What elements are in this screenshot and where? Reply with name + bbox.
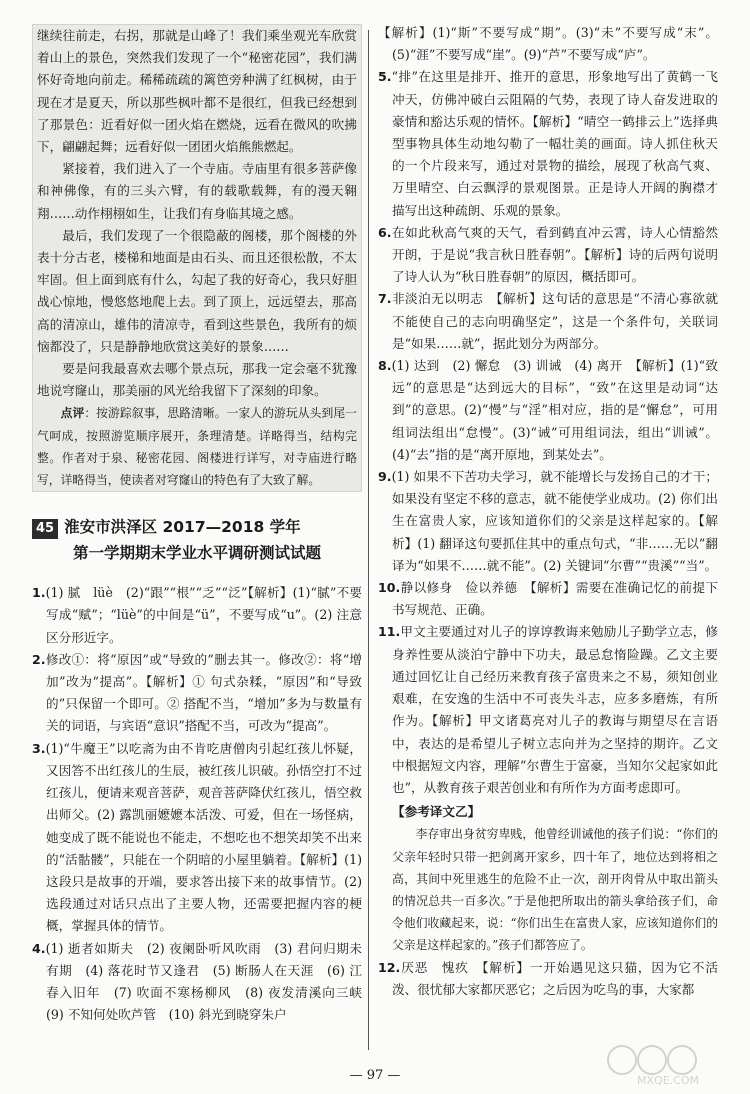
answer-number: 10. (378, 580, 401, 596)
reference-translation-label: 【参考译文乙】 (392, 804, 481, 820)
page-number: — 97 — (349, 1068, 401, 1083)
answer-item (32, 738, 362, 938)
right-column (378, 22, 718, 1001)
answer-item (378, 957, 718, 1001)
answer-number: 4. (32, 940, 46, 956)
answer-item (378, 66, 718, 221)
answer-text: 修改①：将“原因”或“导致的”删去其一。修改②：将“增加”改为“提高”。【解析】① 句式杂糅，“原因”和“导致的”只保留一个即可。② 搭配不当，“增加”多为与数量有关的词语，与宾语“意识”搭配不当，可改为“提高”。 (45, 651, 362, 734)
answer-number: 9. (378, 469, 392, 485)
answer-text: (1) 逝者如斯夫 (2) 夜阑卧听风吹雨 (3) 君问归期未有期 (4) 落花时节又逢君 (5) 断肠人在天涯 (6) 江春入旧年 (7) 吹面不寒杨柳风 (8) 夜发清溪向三峡 (9) 不知何处吹芦管 (10) 斜光到晓穿朱户 (45, 940, 375, 1023)
watermark-logo-icon (598, 1040, 738, 1088)
answer-item (378, 621, 718, 799)
essay-paragraph: 最后，我们发现了一个很隐蔽的阁楼，那个阁楼的外表十分古老，楼梯和地面是由石头、而且还很松散，不太牢固。但上面到底有什么，勾起了我的好奇心，我只好胆战心惊地，慢悠悠地爬上去。到了顶上，远远望去，那高高的清凉山，雄伟的清凉寺，看到这些景色，我所有的烦恼都没了，只是静静地欣赏这美好的景象…… (37, 227, 357, 354)
answer-item (32, 938, 375, 1027)
answer-number: 2. (32, 651, 46, 667)
essay-box (32, 24, 362, 492)
answer-text: 非淡泊无以明志 【解析】这句话的意思是“不清心寡欲就不能使自己的志向明确坚定”，这是一个条件句，关联词是“如果……就”，据此划分为两部分。 (391, 291, 718, 351)
answer-item (32, 649, 362, 738)
section-number-badge: 45 (32, 519, 58, 539)
essay-paragraph: 紧接着，我们进入了一个寺庙。寺庙里有很多菩萨像和神佛像，有的三头六臂，有的载歌载舞，有的漫天翱翔……动作栩栩如生，让我们有身临其境之感。 (37, 161, 357, 221)
answer-number: 1. (32, 585, 46, 601)
answer-text: 【解析】(1)“斯”不要写成“期”。(3)“未”不要写成“末”。(5)“涯”不要写成“崖”。(9)“芦”不要写成“庐”。 (378, 25, 718, 63)
essay-comment (37, 402, 357, 491)
answer-item (378, 466, 718, 577)
answer-text: (1) 腻 lüè (2)“跟”“根”“乏”“泛”【解析】(1)“腻”不要写成“赋”；“lüè”的中间是“ü”，不要写成“u”。(2) 注意区分形近字。 (45, 585, 362, 645)
answer-number: 3. (32, 740, 46, 756)
section-title-text: 淮安市洪泽区 2017—2018 学年 (64, 518, 301, 537)
answer-number: 5. (378, 69, 392, 85)
answer-number: 8. (378, 358, 392, 374)
answer-item (378, 22, 718, 66)
comment-label: 点评 (60, 406, 85, 421)
answer-text: (1) 达到 (2) 懈怠 (3) 训诫 (4) 离开 【解析】(1)“致远”的意思是“达到远大的目标”，“致”在这里是动词“达到”的意思。(2)“慢”与“淫”相对应，指的是“懈怠”，可用组词法组出“怠慢”。(3)“诫”可用组词法，组出“训诫”。(4)“去”指的是“离开原地，到某处去”。 (391, 358, 718, 462)
answer-number: 7. (378, 291, 392, 307)
answer-item (378, 288, 718, 355)
answer-item (378, 222, 718, 289)
answer-text: 静以修身 俭以养德 【解析】需要在准确记忆的前提下书写规范、正确。 (392, 580, 718, 618)
answer-text: (1)“牛魔王”以吃斋为由不肯吃唐僧肉引起红孩儿怀疑，又因答不出红孩儿的生辰，被红孩儿识破。孙悟空打不过红孩儿，便请来观音菩萨，观音菩萨降伏红孩儿，悟空救出师父。(2) 露凯丽嬷嬷本活泼、可爱，但在一场怪病，她变成了既不能说也不能走，不想吃也不想笑却笑不出来的“活骷髅”，只能在一个阴暗的小屋里躺着。【解析】(1) 这段只是故事的开端，要求答出接下来的故事情节。(2) 选段通过对话只点出了主要人物，还需要把握内容的梗概，掌握具体的情节。 (45, 740, 362, 934)
answer-text: 甲文主要通过对儿子的谆谆教诲来勉励儿子勤学立志，修身养性要从淡泊宁静中下功夫，最忌怠惰险躁。乙文主要通过回忆让自己经历来教育孩子富贵来之不易，须知创业艰难，在安逸的生活中不可丧失斗志，应多多磨炼，有所作为。【解析】甲文诸葛亮对儿子的教诲与期望尽在言语中，表达的是希望儿子树立志向并为之坚持的期许。乙文中根据短文内容，理解“尔曹生于富豪，当知尔父起家如此也”，从教育孩子艰苦创业和有所作为方面考虑即可。 (392, 624, 718, 795)
answer-number: 11. (378, 624, 401, 640)
answer-number: 12. (378, 959, 401, 975)
answer-item (378, 577, 718, 621)
left-column (32, 22, 375, 1026)
watermark-text: MXQE.COM (637, 1074, 699, 1087)
section-heading (32, 514, 362, 566)
comment-text: ：按游踪叙事，思路清晰。一家人的游玩从头到尾一气呵成，按照游览顺序展开，条理清楚。详略得当，结构完整。作者对于泉、秘密花园、阁楼进行详写，对寺庙进行略写，详略得当，使读者对穹窿山的特色有了大致了解。 (37, 406, 357, 488)
section-title-line2: 第一学期期末学业水平调研测试试题 (72, 544, 321, 563)
column-divider (368, 30, 369, 1050)
essay-paragraph: 继续往前走，右拐，那就是山峰了！我们乘坐观光车欣赏着山上的景色，突然我们发现了一个“秘密花园”，我们满怀好奇地向前走。稀稀疏疏的篱笆旁种满了红枫树，由于现在才是夏天，所以那些枫叶都不是很红，但我已经想到了那景色：近看好似一团火焰在燃烧，远看在微风的吹拂下，翩翩起舞；远看好似一团团火焰熊熊燃起。 (37, 28, 357, 155)
answer-text: (1) 如果不下苦功夫学习，就不能增长与发扬自己的才干；如果没有坚定不移的意志，就不能使学业成功。(2) 你们出生在富贵人家，应该知道你们的父亲是这样起家的。【解析】(1) 翻译这句要抓住其中的重点句式，“非……无以”翻译为“如果不……就不能”。(2) 关键词“尔曹”“贵溪”“当”。 (391, 469, 718, 573)
answer-text: “排”在这里是排开、推开的意思，形象地写出了黄鹤一飞冲天，仿佛冲破白云阻隔的气势，表现了诗人奋发进取的豪情和豁达乐观的情怀。【解析】“晴空一鹤排云上”选择典型事物具体生动地勾勒了一幅壮美的画面。诗人抓住秋天的一个片段来写，通过对景物的描绘，展现了秋高气爽、万里晴空、白云飘浮的景观图景。正是诗人开阔的胸襟才描写出这种疏朗、乐观的景象。 (391, 69, 718, 218)
section-title-line1 (32, 514, 362, 540)
reference-translation: 李存审出身贫穷卑贱，他曾经训诫他的孩子们说：“你们的父亲年轻时只带一把剑离开家乡，四十年了，地位达到将相之高，其间中死里逃生的危险不止一次，剖开肉骨从中取出箭头的情况总共一百多次。”于是他把所取出的箭头拿给孩子们，命令他们收藏起来，说：“你们出生在富贵人家，应该知道你们的父亲是这样起家的。”孩子们都答应了。 (392, 827, 718, 953)
answer-item (378, 355, 718, 466)
essay-paragraph: 要是问我最喜欢去哪个景点玩，那我一定会毫不犹豫地说穹窿山，那美丽的风光给我留下了深刻的印象。 (37, 361, 357, 399)
answer-text: 在如此秋高气爽的天气，看到鹤直冲云霄，诗人心情豁然开朗，于是说“我言秋日胜春朝”。【解析】诗的后两句说明了诗人认为“秋日胜春朝”的原因，概括即可。 (391, 224, 718, 285)
answer-number: 6. (378, 224, 392, 240)
answer-text: 厌恶 愧疚 【解析】一开始遇见这只猫，因为它不活泼、很忧郁大家都厌恶它；之后因为吃鸟的事，大家都 (392, 959, 718, 997)
answer-item (32, 582, 362, 649)
